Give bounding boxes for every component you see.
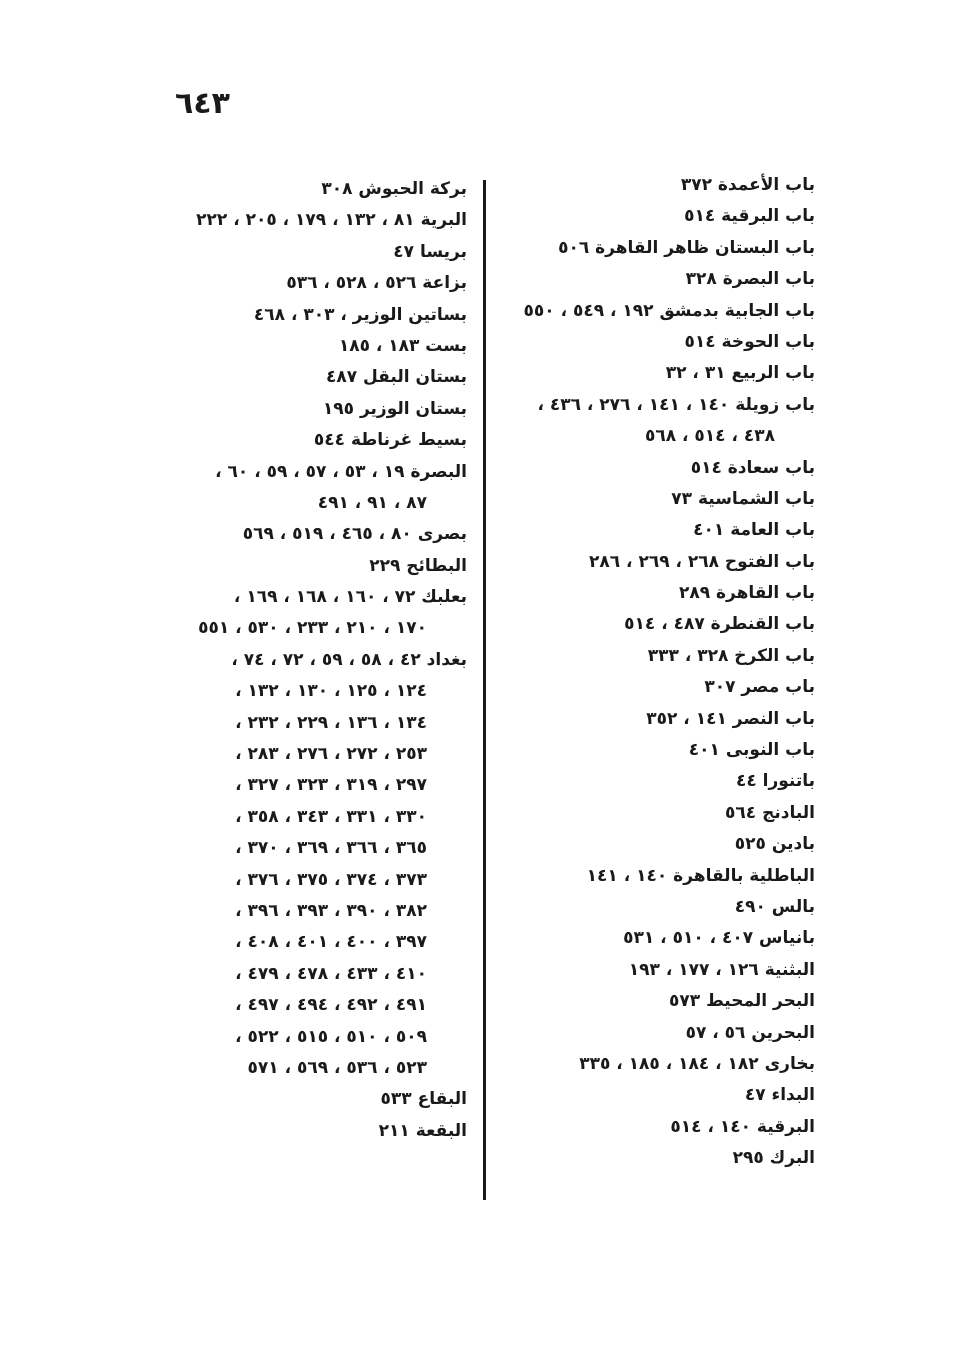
index-entry: ٤٣٨ ، ٥١٤ ، ٥٦٨	[644, 426, 775, 447]
column-divider	[483, 180, 486, 1200]
index-entry: بست ١٨٣ ، ١٨٥	[338, 335, 467, 356]
index-entry: بعلبك ٧٢ ، ١٦٠ ، ١٦٨ ، ١٦٩ ،	[233, 587, 467, 608]
index-entry: البادنج ٥٦٤	[725, 802, 815, 823]
index-entry: ٣٩٧ ، ٤٠٠ ، ٤٠١ ، ٤٠٨ ،	[235, 932, 427, 953]
index-entry: بادين ٥٢٥	[734, 834, 815, 855]
index-entry: باب الحوخة ٥١٤	[684, 331, 815, 352]
index-entry: ٣٦٥ ، ٣٦٦ ، ٣٦٩ ، ٣٧٠ ،	[235, 838, 427, 859]
index-entry: ١٣٤ ، ١٣٦ ، ٢٢٩ ، ٢٣٢ ،	[235, 712, 427, 733]
index-entry: البرية ٨١ ، ١٣٢ ، ١٧٩ ، ٢٠٥ ، ٢٢٢	[196, 210, 467, 231]
index-entry: باب القنطرة ٤٨٧ ، ٥١٤	[624, 614, 815, 635]
index-entry: البداء ٤٧	[744, 1085, 815, 1106]
index-entry: ٢٥٣ ، ٢٧٢ ، ٢٧٦ ، ٢٨٣ ،	[235, 744, 427, 765]
index-entry: باب مصر ٣٠٧	[704, 677, 815, 698]
page-number: ٦٤٣	[175, 86, 230, 121]
index-column-left	[137, 174, 467, 1147]
index-entry: البقاع ٥٣٣	[380, 1089, 467, 1110]
index-entry: بصرى ٨٠ ، ٤٦٥ ، ٥١٩ ، ٥٦٩	[242, 524, 467, 545]
index-entry: بساتين الوزير ، ٣٠٣ ، ٤٦٨	[253, 304, 467, 325]
index-column-right	[485, 170, 815, 1175]
index-entry: باب سعادة ٥١٤	[690, 457, 815, 478]
index-entry: باب الربيع ٣١ ، ٣٢	[665, 363, 815, 384]
index-entry: بسيط غرناطة ٥٤٤	[313, 430, 467, 451]
index-entry: البطائح ٢٢٩	[369, 555, 467, 576]
index-entry: باب الفتوح ٢٦٨ ، ٢٦٩ ، ٢٨٦	[589, 551, 815, 572]
index-entry: ٨٧ ، ٩١ ، ٤٩١	[317, 492, 427, 513]
index-entry: الباطلية بالقاهرة ١٤٠ ، ١٤١	[586, 865, 815, 886]
index-entry: بانياس ٤٠٧ ، ٥١٠ ، ٥٣١	[623, 928, 815, 949]
index-entry: بستان الوزير ١٩٥	[322, 398, 467, 419]
index-entry: بخارى ١٨٢ ، ١٨٤ ، ١٨٥ ، ٣٣٥	[579, 1053, 815, 1074]
index-entry: ٤١٠ ، ٤٣٣ ، ٤٧٨ ، ٤٧٩ ،	[235, 963, 427, 984]
index-entry: بركة الحبوش ٣٠٨	[321, 179, 467, 199]
index-entry: بزاعة ٥٢٦ ، ٥٢٨ ، ٥٣٦	[286, 273, 467, 294]
index-entry: ١٧٠ ، ٢١٠ ، ٢٣٣ ، ٥٣٠ ، ٥٥١	[198, 618, 427, 639]
index-entry: باب القاهرة ٢٨٩	[678, 583, 815, 604]
index-entry: البثنية ١٢٦ ، ١٧٧ ، ١٩٣	[628, 959, 815, 980]
index-entry: باب البصرة ٣٢٨	[685, 269, 815, 290]
index-entry: ٢٩٧ ، ٣١٩ ، ٣٢٣ ، ٣٢٧ ،	[235, 775, 427, 796]
index-entry: ٤٩١ ، ٤٩٢ ، ٤٩٤ ، ٤٩٧ ،	[235, 995, 427, 1016]
index-entry: باب النصر ١٤١ ، ٣٥٢	[646, 708, 815, 729]
index-entry: بستان البقل ٤٨٧	[325, 367, 467, 388]
index-entry: ١٢٤ ، ١٢٥ ، ١٣٠ ، ١٣٢ ،	[235, 681, 427, 702]
index-entry: باتنورا ٤٤	[735, 771, 815, 792]
index-entry: باب زويلة ١٤٠ ، ١٤١ ، ٢٧٦ ، ٤٣٦ ،	[537, 394, 815, 415]
index-entry: بريسا ٤٧	[393, 241, 467, 262]
index-entry: ٥٢٣ ، ٥٣٦ ، ٥٦٩ ، ٥٧١	[247, 1057, 427, 1078]
index-entry: البرقية ١٤٠ ، ٥١٤	[670, 1116, 815, 1137]
index-entry: البحرين ٥٦ ، ٥٧	[685, 1022, 815, 1043]
index-entry: البصرة ١٩ ، ٥٣ ، ٥٧ ، ٥٩ ، ٦٠ ،	[215, 461, 467, 482]
index-entry: ٣٣٠ ، ٣٣١ ، ٣٤٣ ، ٣٥٨ ،	[235, 806, 427, 827]
index-entry: البحر المحيط ٥٧٣	[669, 991, 815, 1012]
index-entry: باب البستان ظاهر القاهرة ٥٠٦	[558, 237, 815, 258]
index-entry: باب العامة ٤٠١	[693, 520, 815, 541]
index-entry: بالس ٤٩٠	[734, 896, 815, 917]
index-entry: البقعة ٢١١	[378, 1120, 467, 1141]
index-entry: باب الجابية بدمشق ١٩٢ ، ٥٤٩ ، ٥٥٠	[523, 300, 815, 321]
index-entry: باب النوبى ٤٠١	[688, 740, 815, 761]
index-entry: ٣٨٢ ، ٣٩٠ ، ٣٩٣ ، ٣٩٦ ،	[235, 900, 427, 921]
index-entry: باب الشماسية ٧٣	[671, 488, 815, 509]
index-entry: باب الأعمدة ٣٧٢	[680, 175, 815, 195]
index-entry: باب البرقية ٥١٤	[684, 206, 815, 227]
index-entry: ٣٧٣ ، ٣٧٤ ، ٣٧٥ ، ٣٧٦ ،	[235, 869, 427, 890]
index-entry: بغداد ٤٢ ، ٥٨ ، ٥٩ ، ٧٢ ، ٧٤ ،	[231, 649, 467, 670]
index-entry: باب الكرخ ٣٢٨ ، ٣٣٣	[647, 645, 815, 666]
index-entry: ٥٠٩ ، ٥١٠ ، ٥١٥ ، ٥٢٢ ،	[235, 1026, 427, 1047]
index-entry: البرك ٢٩٥	[732, 1148, 815, 1169]
